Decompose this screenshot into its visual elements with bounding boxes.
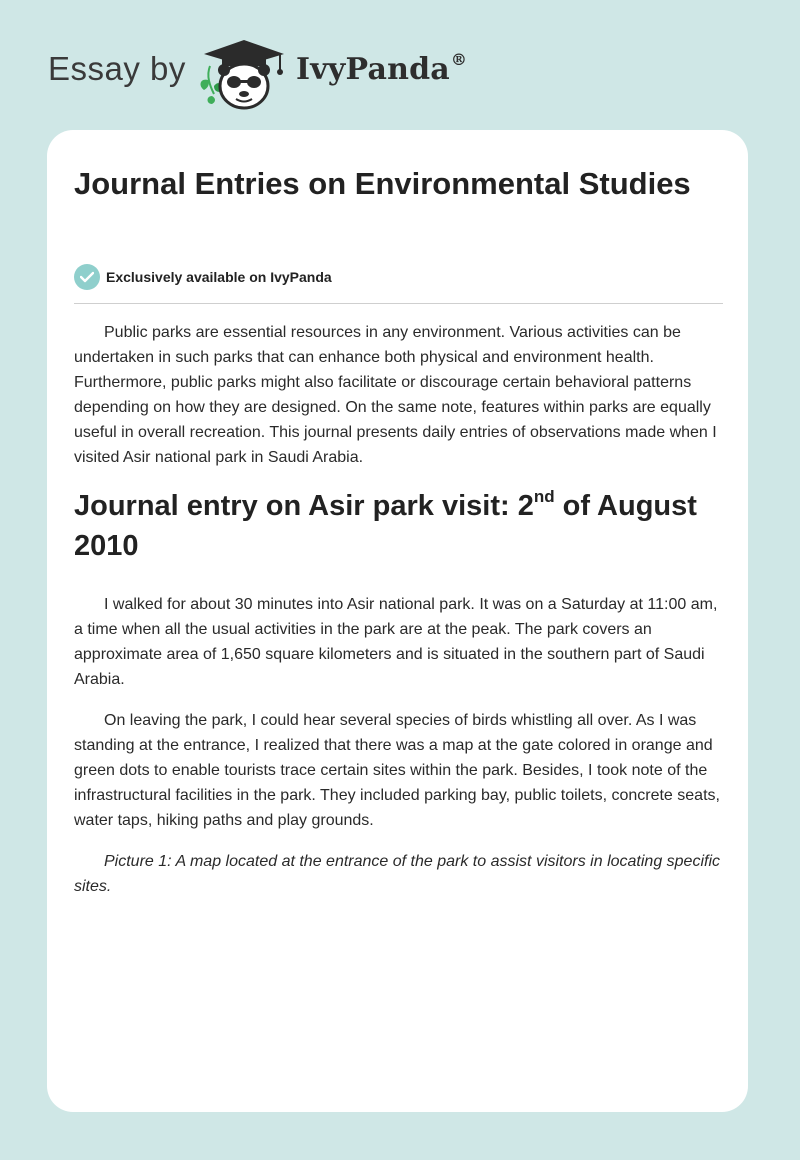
panda-graduate-icon[interactable]: [196, 36, 292, 112]
picture-caption: Picture 1: A map located at the entrance of the park to assist visitors in locating specific sites.: [74, 853, 721, 895]
ordinal-suffix: nd: [533, 487, 555, 507]
section-heading: Journal entry on Asir park visit: 2nd of August 2010: [74, 487, 697, 562]
essay-card: [47, 130, 748, 1112]
brand-logo-text[interactable]: IvyPanda®: [296, 50, 468, 87]
intro-paragraph: Public parks are essential resources in any environment. Various activities can be undertaken in such parks that can enhance both physical and environment health. Furthermore, public parks might also facilitate or discourage certain behavioral patterns depending on how they are designed. On the same note, features within parks are equally useful in overall recreation. This journal presents daily entries of observations made when I visited Asir national park in Saudi Arabia.: [74, 324, 717, 466]
body-paragraph-2: On leaving the park, I could hear several species of birds whistling all over. As I was standing at the entrance, I realized that there was a map at the gate colored in orange and green dots to enable tourists trace certain sites within the park. Besides, I took note of the infrastructural facilities in the park. They included parking bay, public toilets, concrete seats, water taps, hiking paths and play grounds.: [74, 712, 720, 829]
site-header: [0, 0, 800, 130]
essay-by-label: Essay by: [48, 50, 186, 87]
exclusive-badge: [74, 264, 332, 290]
body-paragraph-1: I walked for about 30 minutes into Asir national park. It was on a Saturday at 11:00 am, a time when all the usual activities in the park are at the peak. The park covers an approximate area of 1,650 square kilometers and is situated in the southern part of Saudi Arabia.: [74, 596, 718, 688]
essay-body: [74, 320, 724, 915]
page-title: Journal Entries on Environmental Studies: [74, 166, 691, 201]
registered-mark: ®: [450, 50, 468, 69]
check-circle-icon: [74, 264, 100, 290]
exclusive-label: Exclusively available on IvyPanda: [106, 269, 332, 285]
divider: [74, 303, 723, 304]
